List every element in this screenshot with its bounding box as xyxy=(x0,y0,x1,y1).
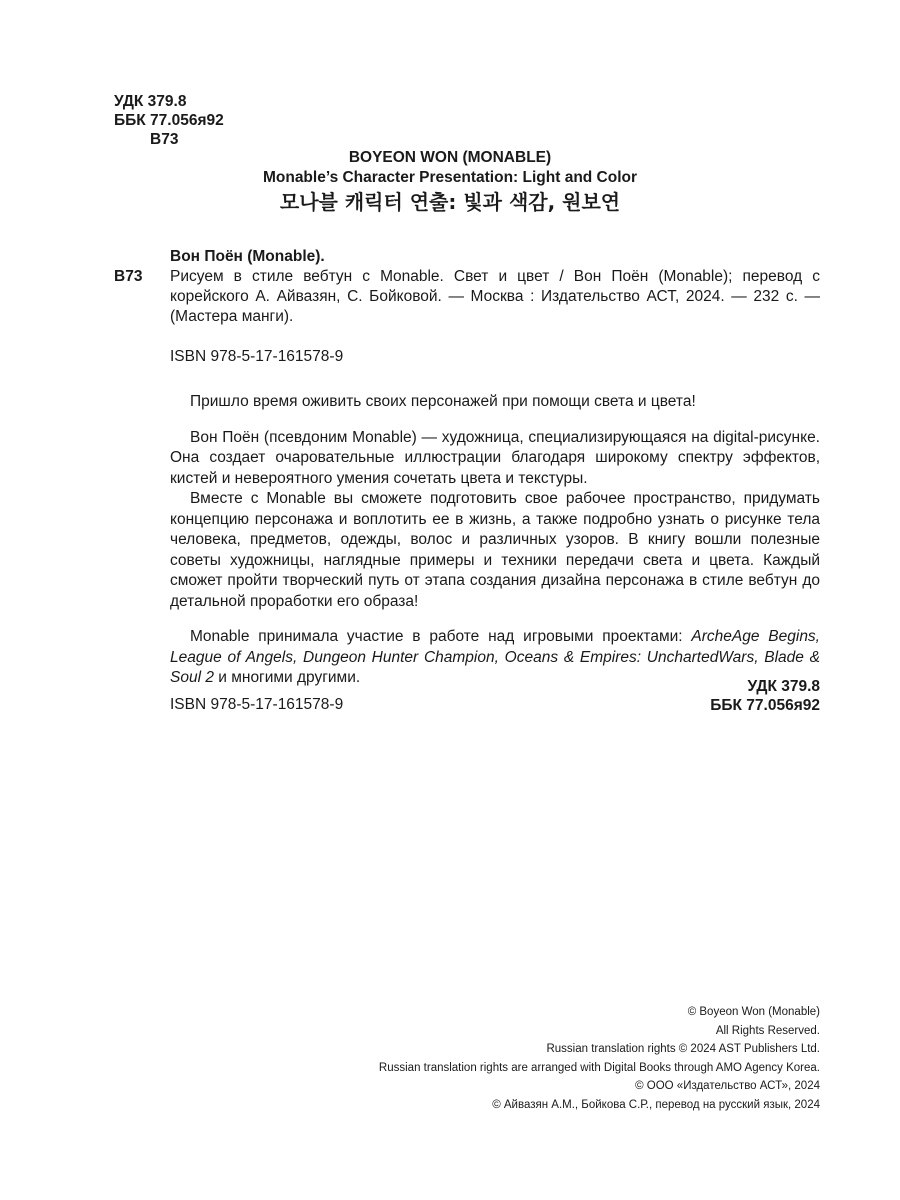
english-title: Monable’s Character Presentation: Light and Color xyxy=(262,169,638,186)
bibliographic-record xyxy=(114,247,820,327)
original-author: BOYEON WON (MONABLE) xyxy=(348,149,552,166)
record-code: В73 xyxy=(114,268,143,285)
copyright-line: All Rights Reserved. xyxy=(715,1024,820,1037)
annotation xyxy=(170,392,820,689)
udk-code: УДК 379.8 xyxy=(114,93,187,110)
games-intro: Monable принимала участие в работе над игровыми проектами: xyxy=(190,628,692,645)
record-description: Рисуем в стиле вебтун с Monable. Свет и цвет / Вон Поён (Monable); перевод с корейского А. Айвазян, С. Бойковой. — Москва : Издательство АСТ, 2024. — 232 с. — (Мастера манги). xyxy=(170,268,820,325)
author-heading: Вон Поён (Monable). xyxy=(170,248,325,265)
classification-header xyxy=(114,92,224,149)
korean-title: 모나블 캐릭터 연출: 빛과 색감, 원보연 xyxy=(279,190,621,214)
footer-bbk: ББК 77.056я92 xyxy=(710,697,820,714)
footer-isbn: ISBN 978-5-17-161578-9 xyxy=(170,696,344,713)
annotation-paragraph: Вместе с Monable вы сможете подготовить свое рабочее пространство, придумать концепцию персонажа и воплотить ее в жизнь, а также подробно узнать о рисунке тела человека, предметов, одежды, волос и различных узоров. В книгу вошли полезные советы художницы, наглядные примеры и техники передачи света и цвета. Каждый сможет пройти творческий путь от этапа создания дизайна персонажа в стиле вебтун до детальной проработки его образа! xyxy=(170,490,820,610)
games-list: ArcheAge Begins, League of Angels, Dungeon Hunter Champion, Oceans & Empires: UnchartedWars, Blade & Soul 2 xyxy=(170,628,820,686)
copyright-line: © Boyeon Won (Monable) xyxy=(687,1006,820,1018)
footer-codes xyxy=(710,677,820,715)
annotation-paragraph: Вон Поён (псевдоним Monable) — художница, специализирующаяся на digital-рисунке. Она создает очаровательные иллюстрации благодаря широкому спектру эффектов, кистей и невероятного умения сочетать цвета и текстуры. xyxy=(170,428,820,487)
isbn-line: ISBN 978-5-17-161578-9 xyxy=(170,348,344,365)
original-title-block xyxy=(0,148,900,216)
copyright-line: Russian translation rights © 2024 AST Publishers Ltd. xyxy=(546,1043,820,1055)
games-outro: и многими другими. xyxy=(213,669,361,686)
annotation-paragraph: Пришло время оживить своих персонажей при помощи света и цвета! xyxy=(190,393,696,410)
copyright-block xyxy=(379,1003,820,1114)
copyright-line: © ООО «Издательство АСТ», 2024 xyxy=(635,1080,820,1092)
footer-udk: УДК 379.8 xyxy=(747,678,820,695)
bbk-code: ББК 77.056я92 xyxy=(114,112,224,129)
author-mark: В73 xyxy=(150,131,179,148)
copyright-line: Russian translation rights are arranged with Digital Books through AMO Agency Korea. xyxy=(378,1061,820,1074)
copyright-line: © Айвазян А.М., Бойкова С.Р., перевод на русский язык, 2024 xyxy=(492,1098,820,1111)
